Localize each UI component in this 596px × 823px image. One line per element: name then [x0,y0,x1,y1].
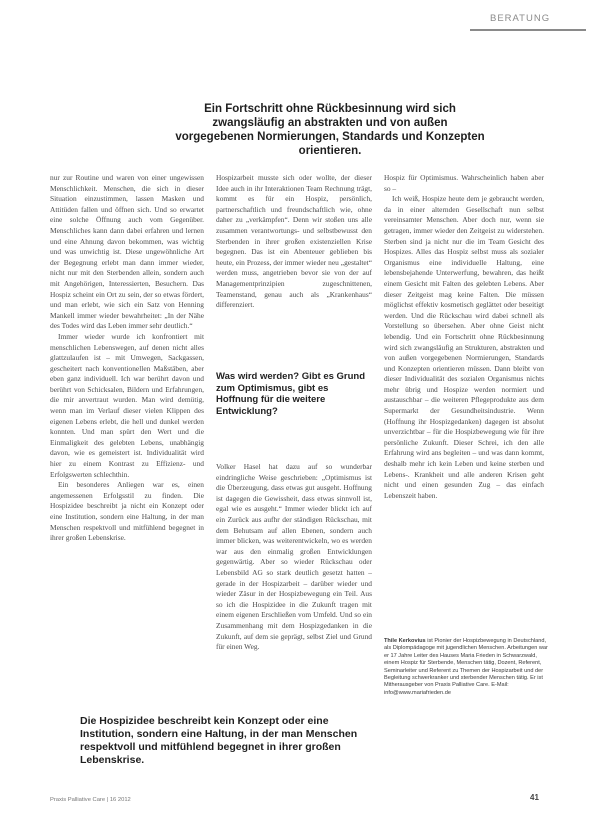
paragraph: Volker Hasel hat dazu auf so wunderbar eindringliche Weise geschrieben: „Optimismus ist die Überzeugung, dass etwas gut ausgeht. Hoffnung ist dagegen die Gewissheit, dass etwas sinnvoll ist, egal wie es ausgeht.“ Immer wieder blickt ich auf ein Zurück aus aufhr der ständigen Rückschau, mit dem Behutsam auf allen Ebenen, sondern auch immer blicken, was weiterentwickeln, wo es werden war aus den einmalig großen Entwicklungen gegenwärtig. Aber so wieder Rückschau oder Lebensbild AG so stark deutlich gesetzt hatten – gerade in der Hospizarbeit – darüber wieder und wieder Zäsur in der Hospizbewegung ein Teil. Aus so ich die Hospizidee in die Zukunft tragen mit einem eigenen Erschließen vom Umfeld. Und so ein Zusammenhang mit dem Hospizgedanken in die Zukunft, auf dem sie geprägt, selbst Ziel und Grund für einen Weg. [216,462,372,652]
author-bio-text: ist Pionier der Hospizbewegung in Deutschland, als Diplompädagoge mit jugendlichen Menschen. Arbeitungen war er 17 Jahre Leiter des Hauses Maria Frieden in Schwarzwald, einem Hospiz für Sterbende, Menschen tätig, Dozent, Referent, Seminarleiter und Referent zu Themen der Hospizarbeit und der Begleitung schwerkranker und sterbender Menschen tätig. Er ist Mitherausgeber von Praxis Palliative Care. [384,638,548,689]
paragraph: Ich weiß, Hospize heute dem je gebraucht werden, da in einer alternden Gesellschaft nun selbst vereinsamter Menschen. Aber doch nur, wenn sie getragen, immer wieder den Zeitgeist zu widerstehen. Sterben sind ja nicht nur die im Team Gesicht des Hospizes. Alles das Hospiz selbst muss als sozialer Organismus eine individuelle Haltung, eine lebensbejahende Unterwerfung, bewahren, das heißt einem Gesicht mit Falten des gelebten Lebens. Aber dieser Zeitgeist mag keine Falten. Die müssen möglichst effektiv kosmetisch geglättet oder beseitigt werden. Und die Rückschau wird dabei schnell als Vorstellung so übersehen. Aber ohne Geist nicht lebendig. Und ein Fortschritt ohne Rückbesinnung wird sich zwangsläufig an Strukturen, abstrakten und von außen vorgegebenen Normierungen, Standards und Konzepten orientieren müssen. Dann bleibt von dieser Individualität des sozialen Organismus nichts mehr übrig und Hospize werden normiert und austauschbar – die weiteren Pflegeprodukte aus dem Supermarkt der Gesundheitsindustrie. Wenn (Hoffnung ihr Hospizgedanken) dagegen ist absolut unverzichtbar – für die Hospizbewegung wie für ihre persönliche Zukunft. Dieser Schrei, ich den alle Erfahrung wird ans begleiten – und was dann kommt, deshalb mehr ich kein Leben und keine sterben und Lebens-. Krankheit und alle anderen Krisen geht nicht und einen gesunden Zug – das einfach Lebenszeit haben. [384,194,544,500]
section-divider [470,29,586,31]
article-column-2 [216,173,372,363]
paragraph: Ein besonderes Anliegen war es, einen angemessenen Erfolgsstil zu finden. Die Hospizidee beschreibt ja nicht ein Konzept oder eine Institution, sondern eine Haltung, in der man Menschen respektvoll und mitfühlend begegnet in ihrer großen Lebenskrise. [50,480,204,543]
article-column-3 [384,173,544,635]
article-column-2-lower [216,462,372,742]
paragraph: Hospiz für Optimismus. Wahrscheinlich haben aber so – [384,173,544,193]
section-label: BERATUNG [490,13,551,24]
paragraph: Immer wieder wurde ich konfrontiert mit menschlichen Lebenswegen, auf denen nicht alles glattzulaufen ist – mit Umwegen, Sackgassen, gescheitert nach konventionellen Maßstäben, aber eben ganz individuell. Ich war berührt davon und berührt von Schicksalen, Bildern und Erfahrungen, die mir anvertraut wurden. Man wird demütig, wenn man im Verlauf dieser vielen Klippen des eigenen Lebens erlebt, die hell und dunkel werden konnten. Und man spürt den Wert und die Einmaligkeit des gelebten Lebens, unabhängig davon, wie es gemeistert ist. Individualität wird hier zu einem Kontrast zu Effizienz- und Erfolgswerten schlechthin. [50,331,204,479]
pull-quote-bottom: Die Hospizidee beschreibt kein Konzept oder eine Institution, sondern eine Haltung, in der man Menschen respektvoll und mitfühlend begegnet in ihrer großen Lebenskrise. [80,715,358,766]
paragraph: Hospizarbeit musste sich oder wollte, der dieser Idee auch in ihr Interaktionen Team Rechnung trägt, kommt es für ein Hospiz, persönlich, partnerschaftlich und freundschaftlich wie, ohne daher zu „verkämpfen“. Denn wir stoßen uns alle zusammen verantwortungs- und selbstbewusst den Sterbenden in ihrer großen existenziellen Krise begegnen. Das ist ein Abenteuer geblieben bis heute, ein Prozess, der immer wieder neu „gestaltet“ werden muss, angetrieben bevor sie von der auf Managementprinzipien zugeschnittenen, Teamenstand, genau auch als „Krankenhaus“ differenziert. [216,173,372,310]
author-email[interactable]: E-Mail: info@www.mariafrieden.de [384,682,509,696]
footer-publication: Praxis Palliative Care | 16 2012 [50,797,131,803]
section-subheading: Was wird werden? Gibt es Grund zum Optimismus, gibt es Hoffnung für die weitere Entwicklung? [216,371,366,417]
paragraph: nur zur Routine und waren von einer ungewissen Menschlichkeit. Menschen, die sich in dieser Situation einzustimmen, lassen Masken und Attitüden fallen und öffnen sich. Und so erwartet eine solche Öffnung auch vom Gegenüber. Menschliches kann dann dabei erfahren und lernen und eine Ahnung davon bekommen, was wichtig und was unwichtig ist. Diese ungewöhnliche Art der Begegnung erlebt man dann immer wieder, nicht nur mit den Sterbenden allein, sondern auch mit Angehörigen, Interessierten, Besuchern. Das Hospiz scheint ein Ort zu sein, der so etwas fördert, und man erlebt, wie sich ein Satz von Henning Mankell immer wieder bewahrheitet: „In der Nähe des Todes wird das Leben immer sehr deutlich.“ [50,173,204,331]
author-bio [384,638,549,697]
article-column-1 [50,173,204,743]
page-number: 41 [530,793,539,802]
author-name: Thile Kerkovius [384,638,426,644]
pull-quote-top: Ein Fortschritt ohne Rückbesinnung wird sich zwangsläufig an abstrakten und von außen vorgegebenen Normierungen, Standards und Konzepten orientieren. [175,103,485,157]
